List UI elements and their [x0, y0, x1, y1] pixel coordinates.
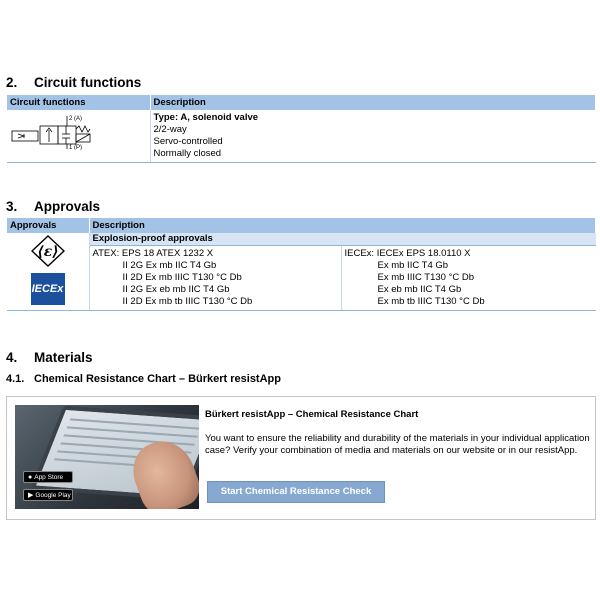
- atex-ex-logo-icon: [31, 235, 65, 267]
- atex-line: II 2G Ex eb mb IIC T4 Gb: [122, 284, 230, 295]
- google-play-label: Google Play: [35, 492, 71, 499]
- subsection-number: 4.1.: [6, 373, 25, 385]
- atex-line: II 2D Ex mb IIIC T130 °C Db: [122, 272, 242, 283]
- section-number: 2.: [6, 75, 18, 90]
- iecex-cell: [341, 246, 596, 311]
- subsection-4-1-title: [6, 373, 281, 385]
- explosion-proof-subheader: Explosion-proof approvals: [89, 233, 596, 246]
- approval-logos-cell: [7, 233, 90, 311]
- subsection-title-text: Chemical Resistance Chart – Bürkert resistApp: [34, 373, 281, 385]
- col-header-approvals: Approvals: [7, 218, 90, 234]
- atex-cell: [89, 246, 341, 311]
- section-title-text: Materials: [34, 350, 93, 365]
- port-p-label: 1 (P): [68, 145, 82, 150]
- description-line: Servo-controlled: [153, 136, 223, 147]
- apple-icon: ●: [28, 474, 33, 481]
- app-title: Bürkert resistApp – Chemical Resistance Chart: [205, 409, 419, 420]
- atex-line: II 2D Ex mb tb IIIC T130 °C Db: [122, 296, 253, 307]
- section-3-title: [6, 199, 100, 214]
- section-title-text: Circuit functions: [34, 75, 142, 90]
- iecex-line: Ex eb mb IIC T4 Gb: [377, 284, 462, 295]
- circuit-description-cell: [150, 110, 596, 163]
- google-play-badge[interactable]: [23, 489, 73, 501]
- col-header-description: Description: [150, 95, 596, 111]
- section-number: 4.: [6, 350, 18, 365]
- valve-type: Type: A, solenoid valve: [153, 112, 259, 123]
- iecex-head: IECEx: IECEx EPS 18.0110 X: [344, 248, 471, 259]
- section-title-text: Approvals: [34, 199, 101, 214]
- app-store-label: App Store: [34, 474, 64, 481]
- iecex-line: Ex mb tb IIIC T130 °C Db: [377, 296, 485, 307]
- col-header-description: Description: [89, 218, 596, 234]
- google-play-icon: ▶: [28, 492, 34, 499]
- col-header-circuit-functions: Circuit functions: [7, 95, 151, 111]
- app-text: You want to ensure the reliability and durability of the materials in your individual application case? Verify your combination of media and materials on our website or in our resistApp.: [205, 433, 590, 456]
- atex-head: ATEX: EPS 18 ATEX 1232 X: [92, 248, 214, 259]
- svg-text:⟨ε⟩: ⟨ε⟩: [36, 244, 59, 260]
- valve-symbol-icon: [10, 112, 106, 150]
- circuit-symbol-cell: [7, 110, 151, 163]
- resistapp-promo-box: [6, 396, 596, 520]
- section-number: 3.: [6, 199, 18, 214]
- circuit-functions-table: [6, 94, 596, 163]
- port-a-label: 2 (A): [68, 116, 82, 122]
- iecex-line: Ex mb IIC T4 Gb: [377, 260, 449, 271]
- section-2-title: [6, 75, 141, 90]
- approvals-table: [6, 217, 596, 311]
- start-chemical-resistance-check-button[interactable]: Start Chemical Resistance Check: [207, 481, 385, 503]
- description-line: Normally closed: [153, 148, 222, 159]
- tablet-photo: [15, 405, 199, 509]
- app-store-badge[interactable]: [23, 471, 73, 483]
- iecex-line: Ex mb IIIC T130 °C Db: [377, 272, 475, 283]
- iecex-logo: IECEx: [31, 273, 65, 305]
- section-4-title: [6, 350, 93, 365]
- atex-line: II 2G Ex mb IIC T4 Gb: [122, 260, 217, 271]
- description-line: 2/2-way: [153, 124, 187, 135]
